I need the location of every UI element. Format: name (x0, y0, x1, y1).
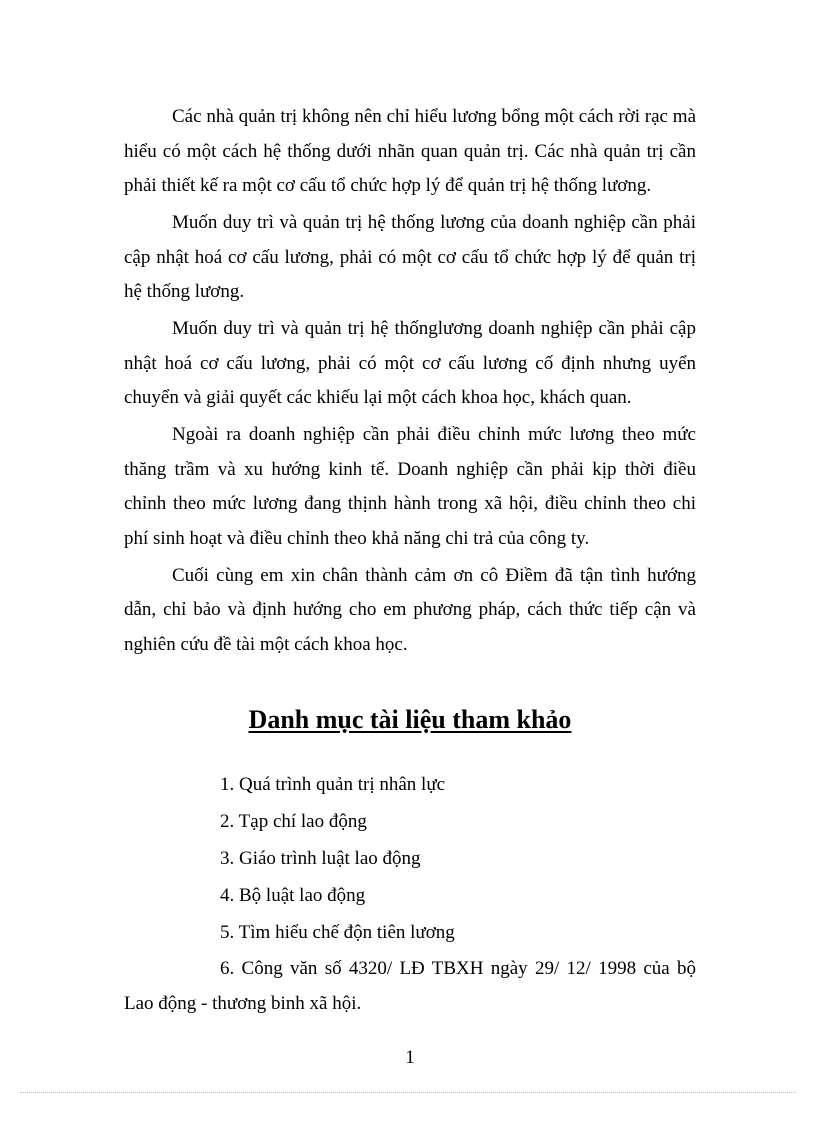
reference-item: 5. Tìm hiểu chế độn tiên lương (220, 922, 455, 943)
page-bottom-divider (20, 1092, 796, 1093)
paragraph: Ngoài ra doanh nghiệp cần phải điều chỉnh mức lương theo mức thăng trầm và xu hướng kinh tế. Doanh nghiệp cần phải kịp thời điều chỉnh theo mức lương đang thịnh hành trong xã hội, điều chỉnh theo chi phí sinh hoạt và điều chỉnh theo khả năng chi trả của công ty. (124, 424, 696, 549)
reference-item: 2. Tạp chí lao động (220, 811, 367, 832)
reference-item: 6. Công văn số 4320/ LĐ TBXH ngày 29/ 12/ 1998 của bộ Lao động - thương binh xã hội. (124, 958, 696, 1014)
references-title: Danh mục tài liệu tham khảo (248, 705, 572, 734)
references-list (124, 766, 696, 1021)
paragraph: Các nhà quản trị không nên chỉ hiểu lương bổng một cách rời rạc mà hiểu có một cách hệ thống dưới nhãn quan quản trị. Các nhà quản trị cần phải thiết kế ra một cơ cấu tổ chức hợp lý để quản trị hệ thống lương. (124, 106, 696, 196)
paragraph: Muốn duy trì và quản trị hệ thống lương của doanh nghiệp cần phải cập nhật hoá cơ cấu lương, phải có một cơ cấu tổ chức hợp lý để quản trị hệ thống lương. (124, 212, 696, 302)
body-text (124, 100, 696, 665)
reference-item: 1. Quá trình quản trị nhân lực (220, 774, 446, 795)
reference-item: 4. Bộ luật lao động (220, 885, 366, 906)
page-number: 1 (405, 1047, 415, 1068)
reference-item: 3. Giáo trình luật lao động (220, 848, 421, 869)
paragraph: Cuối cùng em xin chân thành cảm ơn cô Điềm đã tận tình hướng dẫn, chỉ bảo và định hướng cho em phương pháp, cách thức tiếp cận và nghiên cứu đề tài một cách khoa học. (124, 564, 696, 655)
paragraph: Muốn duy trì và quản trị hệ thốnglương doanh nghiệp cần phải cập nhật hoá cơ cấu lương, phải có một cơ cấu lương cố định nhưng uyển chuyển và giải quyết các khiếu lại một cách khoa học, khách quan. (124, 318, 696, 408)
